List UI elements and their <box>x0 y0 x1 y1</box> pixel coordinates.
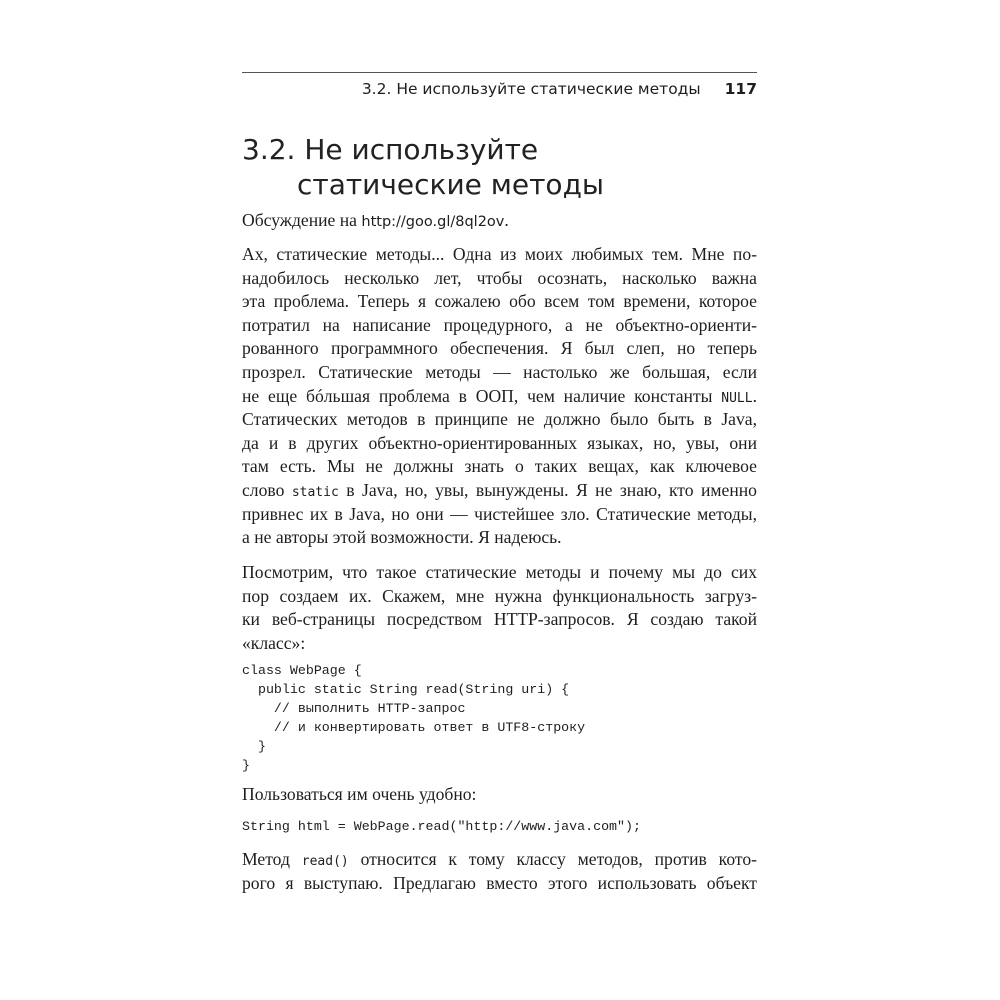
discussion-text: Обсуждение на <box>242 210 362 230</box>
discussion-link[interactable]: http://goo.gl/8ql2ov <box>361 214 505 230</box>
code-line: } <box>242 758 250 773</box>
text-line: «класс»: <box>242 632 306 653</box>
text-line: Ах, статические методы... Одна из моих любимых тем. Мне по- <box>242 244 757 264</box>
text: . <box>752 385 757 406</box>
text-line: да и в других объектно-ориентированных языках, но, увы, они <box>242 432 757 453</box>
discussion-end: . <box>504 210 509 230</box>
code-line: public static String read(String uri) { <box>242 682 570 697</box>
paragraph-3 <box>242 783 757 807</box>
paragraph-1 <box>242 243 757 550</box>
text-line: прозрел. Статические методы — настолько же большая, если <box>242 361 757 382</box>
section-title-line: 3.2. Не используйте <box>242 133 539 166</box>
inline-code: read() <box>301 854 349 869</box>
text: не еще бóльшая проблема в ООП, чем наличие константы <box>242 385 722 406</box>
text: относится к тому классу методов, против кото- <box>348 849 757 869</box>
text-line <box>242 385 757 409</box>
text: Метод <box>242 849 302 869</box>
text: слово <box>242 479 292 500</box>
code-line: // и конвертировать ответ в UTF8-строку <box>242 720 586 735</box>
paragraph-2 <box>242 561 757 655</box>
text-line: рованного программного обеспечения. Я был слеп, но теперь <box>242 338 757 359</box>
text-line: потратил на написание процедурного, а не объектно-ориенти- <box>242 314 757 335</box>
running-title: 3.2. Не используйте статические методы <box>361 80 701 98</box>
text-line: рого я выступаю. Предлагаю вместо этого использовать объект <box>242 872 757 893</box>
text-line: там есть. Мы не должны знать о таких вещах, как ключевое <box>242 456 757 477</box>
inline-code: static <box>291 484 339 500</box>
paragraph-4 <box>242 848 757 895</box>
text: в Java, но, увы, вынуждены. Я не знаю, кто именно <box>338 479 757 500</box>
text-line: пор создаем их. Скажем, мне нужна функциональность загруз- <box>242 585 757 606</box>
inline-code: NULL <box>721 390 753 406</box>
section-title-line: статические методы <box>297 168 605 201</box>
code-line: class WebPage { <box>242 663 362 678</box>
section-title <box>242 132 604 202</box>
text-line: привнес их в Java, но они — чистейшее зло. Статические методы, <box>242 503 757 524</box>
text-line: а не авторы этой возможности. Я надеюсь. <box>242 527 562 548</box>
text-line <box>242 848 757 872</box>
page-number: 117 <box>724 80 757 98</box>
code-block-usage <box>242 817 641 836</box>
text-line: Статических методов в принципе не должно было быть в Java, <box>242 409 757 430</box>
code-line: // выполнить HTTP-запрос <box>242 701 466 716</box>
discussion-line <box>242 210 509 231</box>
text-line <box>242 479 757 503</box>
text-line: надобилось несколько лет, чтобы осознать, насколько важна <box>242 267 757 288</box>
text-line: эта проблема. Теперь я сожалею обо всем том времени, которое <box>242 291 757 312</box>
text-line: Пользоваться им очень удобно: <box>242 784 477 804</box>
text-line: ки веб-страницы посредством HTTP-запросов. Я создаю такой <box>242 609 757 630</box>
header-rule <box>242 72 757 73</box>
code-line: String html = WebPage.read("http://www.java.com"); <box>242 819 641 834</box>
code-block-webpage <box>242 661 585 775</box>
text-line: Посмотрим, что такое статические методы и почему мы до сих <box>242 562 757 582</box>
running-header <box>362 80 757 98</box>
code-line: } <box>242 739 266 754</box>
